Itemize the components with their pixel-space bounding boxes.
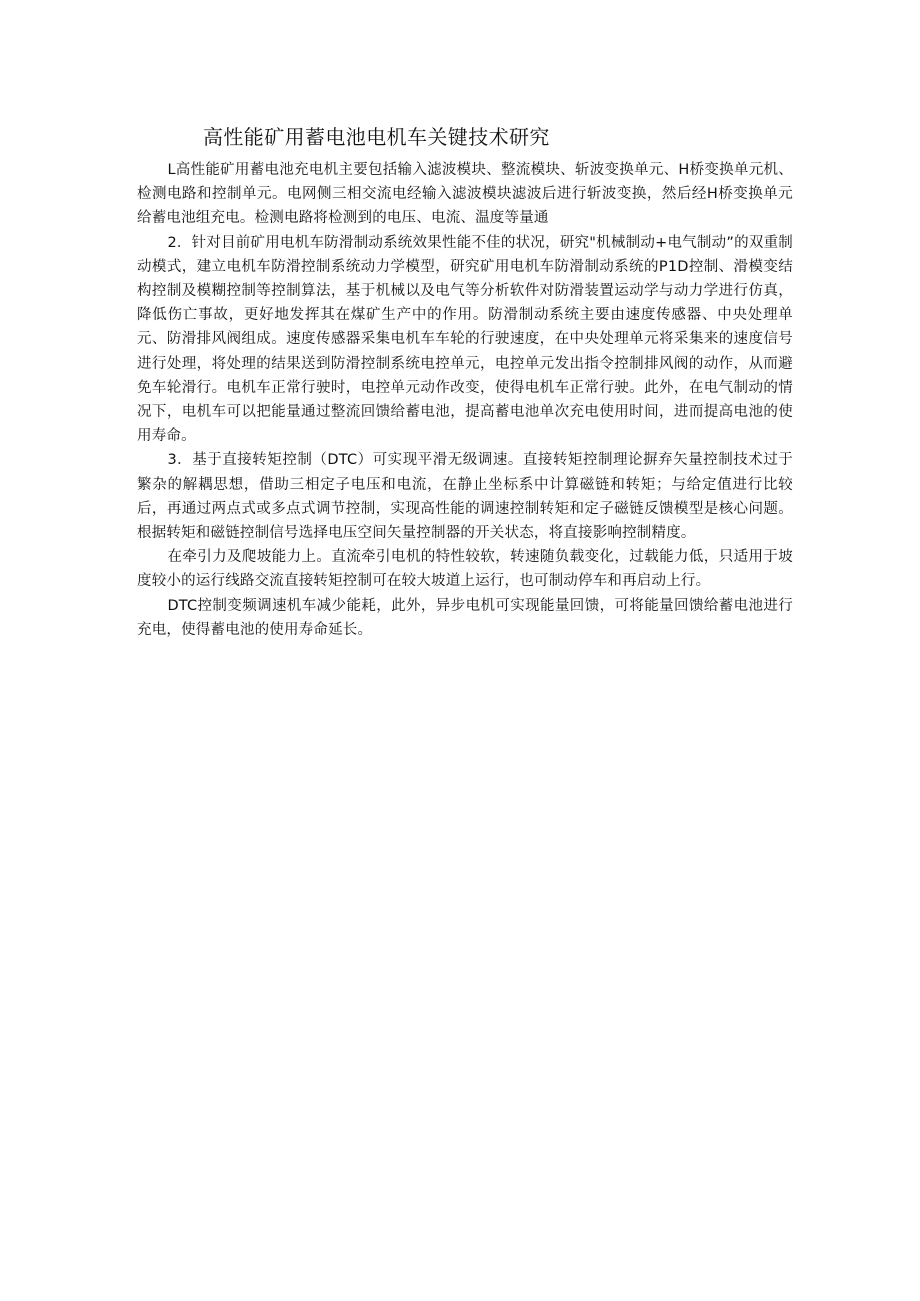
- paragraph-dtc-energy: DTC控制变频调速机车减少能耗，此外，异步电机可实现能量回馈，可将能量回馈给蓄电池进行充电，使得蓄电池的使用寿命延长。: [137, 597, 793, 638]
- paragraph-anti-slip-braking: 2．针对目前矿用电机车防滑制动系统效果性能不佳的状况，研究"机械制动+电气制动”的双重制动模式，建立电机车防滑控制系统动力学模型，研究矿用电机车防滑制动系统的P1D控制、滑模变结构控制及模糊控制等控制算法，基于机械以及电气等分析软件对防滑装置运动学与动力学进行仿真，降低伤亡事故，更好地发挥其在煤矿生产中的作用。防滑制动系统主要由速度传感器、中央处理单元、防滑排风阀组成。速度传感器采集电机车车轮的行驶速度，在中央处理单元将采集来的速度信号进行处理，将处理的结果送到防滑控制系统电控单元，电控单元发出指令控制排风阀的动作，从而避免车轮滑行。电机车正常行驶时，电控单元动作改变，使得电机车正常行驶。此外，在电气制动的情况下，电机车可以把能量通过整流回馈给蓄电池，提高蓄电池单次充电使用时间，进而提高电池的使用寿命。: [137, 234, 793, 445]
- paragraph-direct-torque-control: 3．基于直接转矩控制（DTC）可实现平滑无级调速。直接转矩控制理论摒弃矢量控制技术过于繁杂的解耦思想，借助三相定子电压和电流，在静止坐标系中计算磁链和转矩；与给定值进行比较后，再通过两点式或多点式调节控制，实现高性能的调速控制转矩和定子磁链反馈模型是核心问题。根据转矩和磁链控制信号选择电压空间矢量控制器的开关状态，将直接影响控制精度。: [137, 452, 793, 542]
- paragraph-charger: L高性能矿用蓄电池充电机主要包括输入滤波模块、整流模块、斩波变换单元、H桥变换单元机、检测电路和控制单元。电网侧三相交流电经输入滤波模块滤波后进行斩波变换，然后经H桥变换单元给蓄电池组充电。检测电路将检测到的电压、电流、温度等量通: [137, 162, 793, 227]
- document-body: [137, 158, 793, 642]
- document-title: 高性能矿用蓄电池电机车关键技术研究: [203, 125, 550, 149]
- paragraph-traction-climbing: 在牵引力及爬坡能力上。直流牵引电机的特性较软，转速随负载变化，过载能力低，只适用于坡度较小的运行线路交流直接转矩控制可在较大坡道上运行，也可制动停车和再启动上行。: [137, 549, 793, 590]
